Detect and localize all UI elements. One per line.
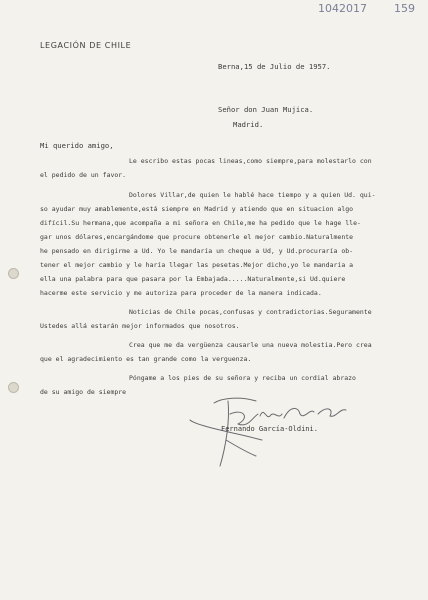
body-line: ella una palabra para que pasara por la Embajada.....Naturalmente,si Ud.quiere bbox=[40, 275, 346, 283]
recipient-city: Madrid. bbox=[233, 120, 264, 129]
body-line: Le escribo estas pocas lineas,como siempre,para molestarlo con bbox=[129, 157, 372, 165]
body-line: Crea que me da vergüenza causarle una nueva molestia.Pero crea bbox=[129, 341, 372, 349]
salutation: Mi querido amigo, bbox=[40, 141, 114, 150]
body-line: he pensado en dirigirme a Ud. Yo le mandaría un cheque a Ud, y Ud.procuraría ob- bbox=[40, 247, 354, 255]
body-line: Ustedes allá estarán mejor informados que nosotros. bbox=[40, 322, 240, 330]
body-line: Póngame a los pies de su señora y reciba un cordial abrazo bbox=[129, 374, 356, 382]
archive-mark: 1042017 bbox=[318, 2, 367, 15]
body-line: Dolores Villar,de quien le hablé hace tiempo y a quien Ud. qui- bbox=[129, 191, 376, 199]
signature-name: Fernando García-Oldini. bbox=[221, 425, 318, 433]
body-line: tener el mejor cambio y le haría llegar las pesetas.Mejor dicho,yo le mandaría a bbox=[40, 261, 354, 269]
body-line: el pedido de un favor. bbox=[40, 171, 127, 179]
body-line: que el agradecimiento es tan grande como la verguenza. bbox=[40, 355, 252, 363]
folio-mark: 159 bbox=[394, 2, 415, 15]
punch-hole bbox=[8, 382, 19, 393]
body-line: difícil.Su hermana,que acompaña a mi señora en Chile,me ha pedido que le hage lle- bbox=[40, 219, 361, 227]
punch-hole bbox=[8, 268, 19, 279]
body-line: gar unos dólares,encargándome que procure obtenerle el mejor cambio.Naturalmente bbox=[40, 233, 354, 241]
body-line: hacerme este servicio y me autoriza para proceder de la manera indicada. bbox=[40, 289, 322, 297]
body-line: so ayudar muy amablemente,está siempre en Madrid y atiendo que en situacion algo bbox=[40, 205, 354, 213]
body-line: Noticias de Chile pocas,confusas y contradictorias.Seguramente bbox=[129, 308, 372, 316]
letterhead: LEGACIÓN DE CHILE bbox=[40, 41, 132, 50]
recipient-name: Señor don Juan Mujica. bbox=[218, 105, 314, 114]
body-line: de su amigo de siempre bbox=[40, 388, 127, 396]
letter-date: Berna,15 de Julio de 1957. bbox=[218, 62, 331, 71]
